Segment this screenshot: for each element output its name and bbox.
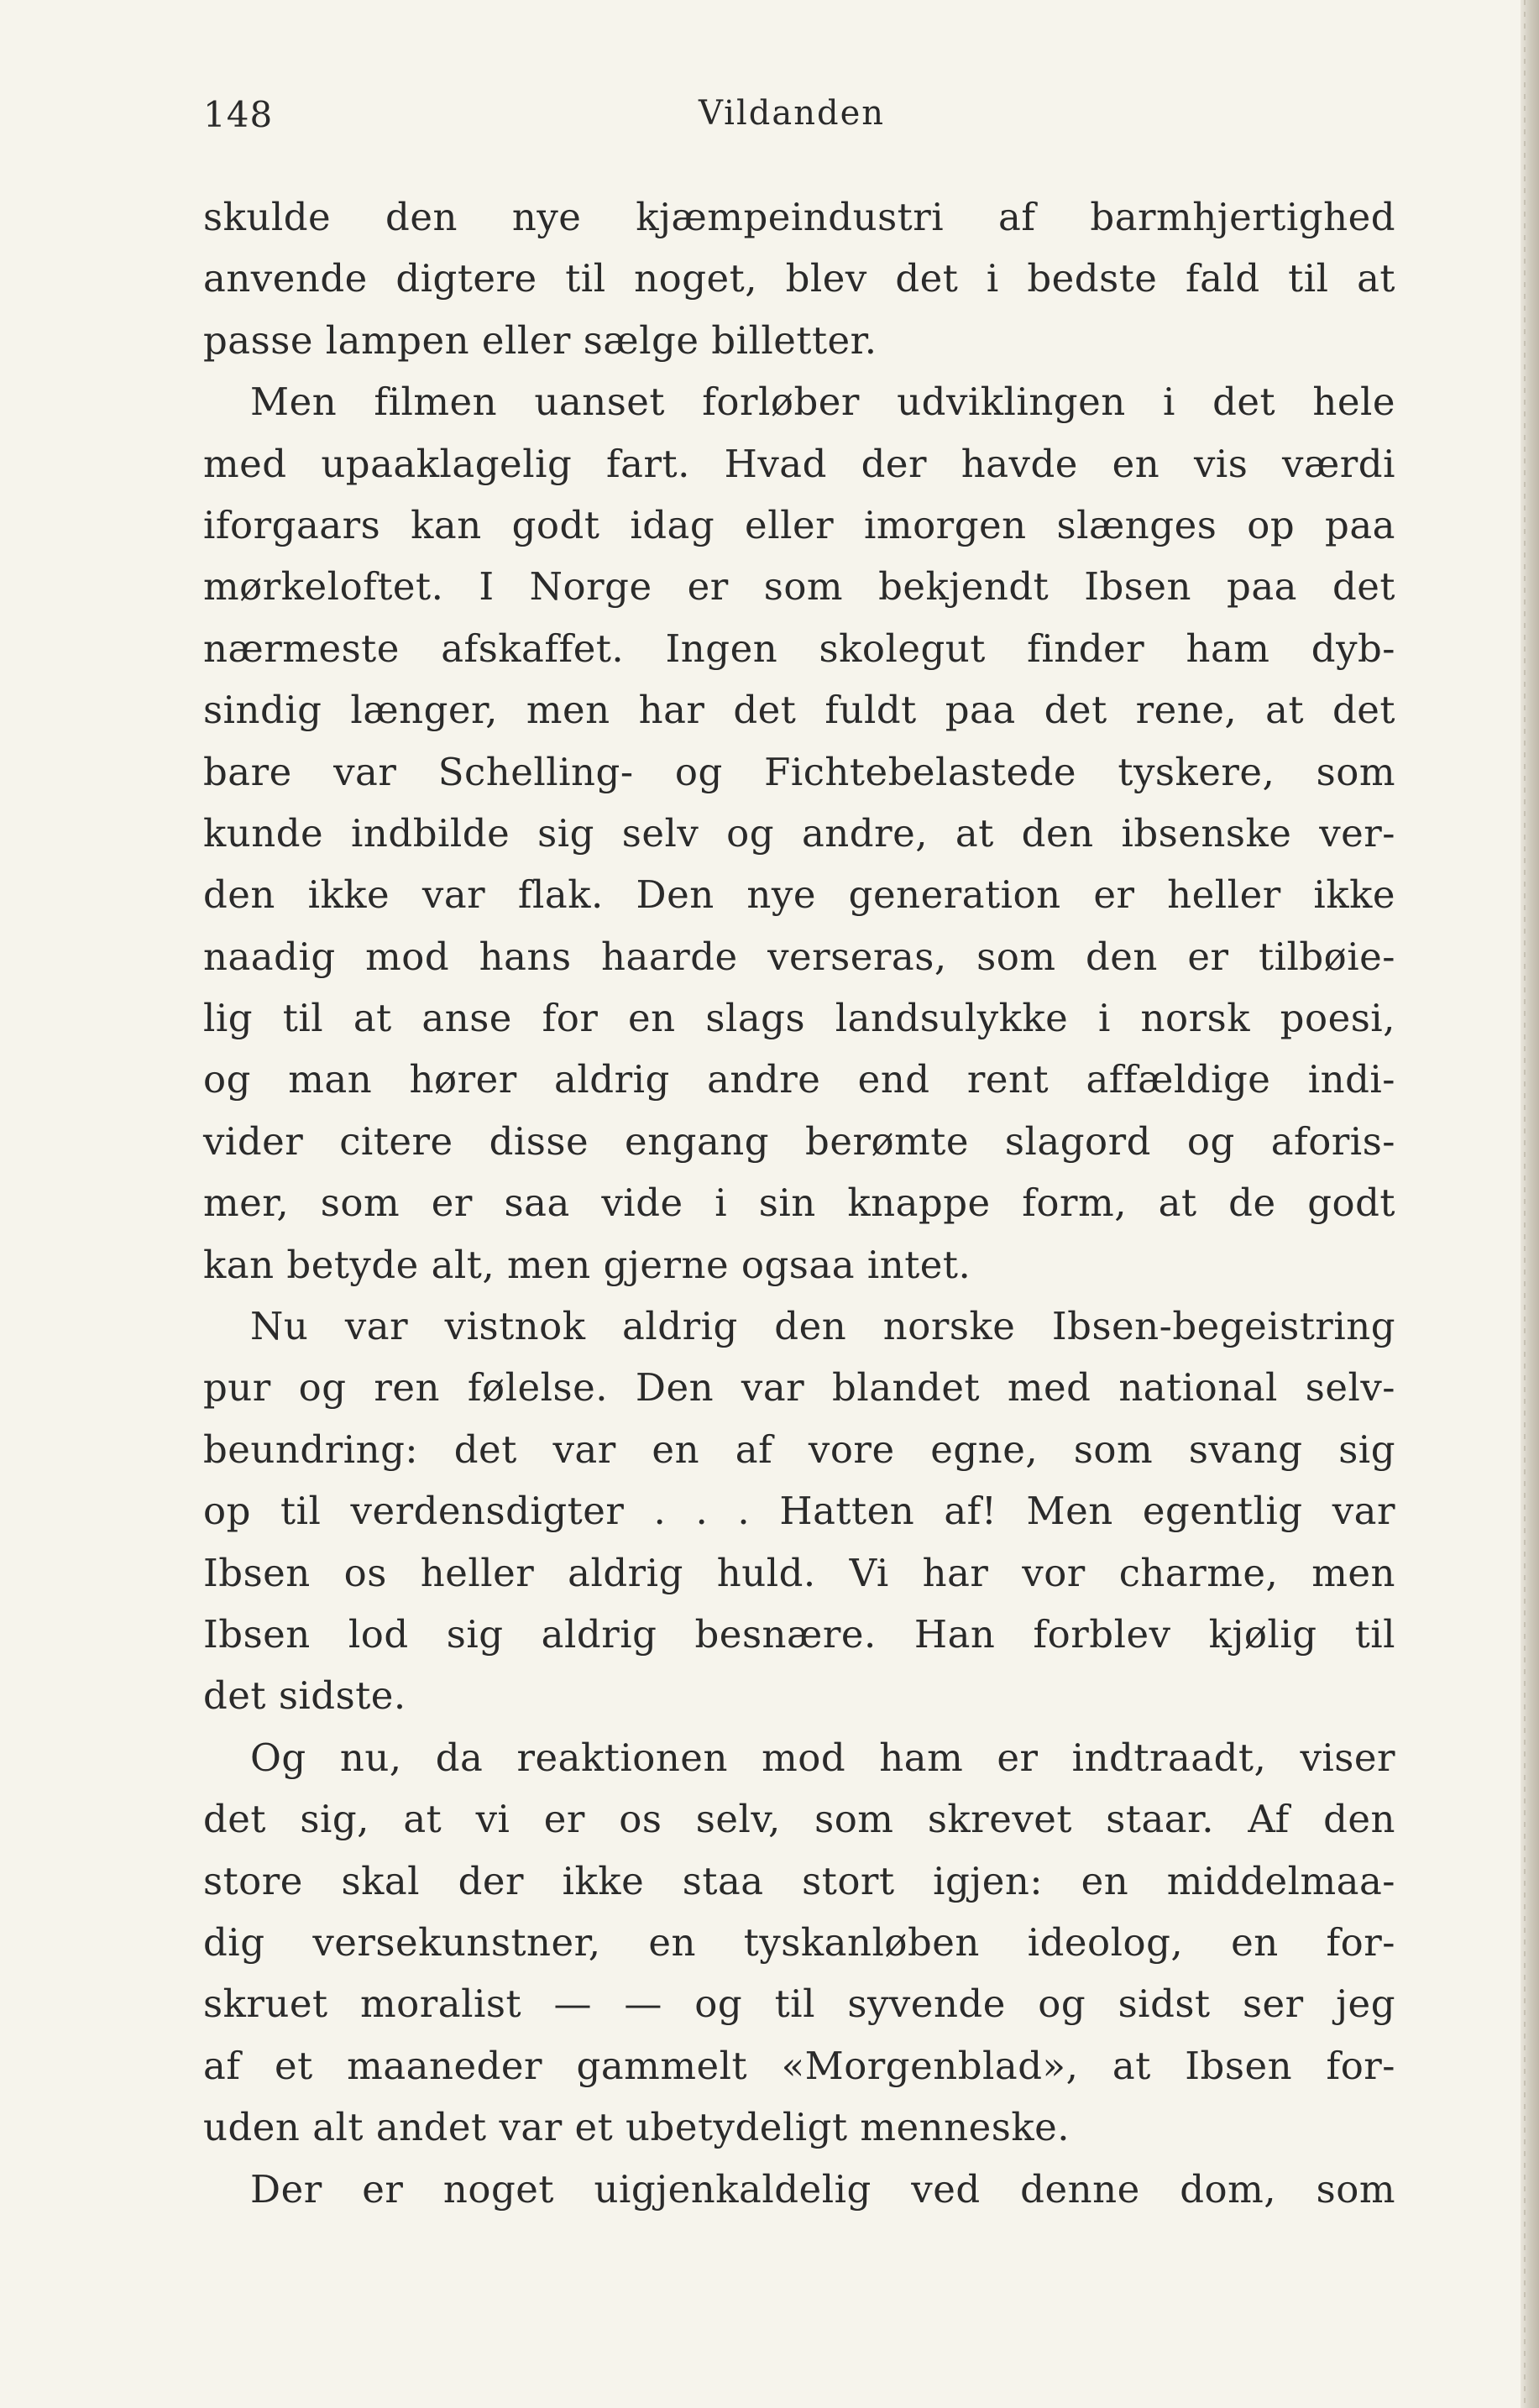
- text-line: dig versekunstner, en tyskanløben ideolog, en for-: [203, 1919, 1395, 1965]
- text-line: med upaaklagelig fart. Hvad der havde en vis værdi: [203, 441, 1395, 486]
- text-line: uden alt andet var et ubetydeligt menneske.: [203, 2105, 1070, 2150]
- page-header: [203, 94, 1395, 144]
- text-line: bare var Schelling- og Fichtebelastede tyskere, som: [203, 749, 1395, 794]
- text-line: Ibsen os heller aldrig huld. Vi har vor charme, men: [203, 1550, 1395, 1595]
- text-line: skruet moralist — — og til syvende og sidst ser jeg: [203, 1981, 1395, 2027]
- page-number: 148: [203, 94, 274, 135]
- text-line: anvende digtere til noget, blev det i bedste fald til at: [203, 256, 1395, 301]
- text-line: Og nu, da reaktionen mod ham er indtraadt, viser: [250, 1735, 1395, 1780]
- text-line: passe lampen eller sælge billetter.: [203, 317, 877, 363]
- text-line: skulde den nye kjæmpeindustri af barmhjertighed: [203, 195, 1395, 239]
- body-text: [203, 186, 1395, 2220]
- text-line: det sig, at vi er os selv, som skrevet staar. Af den: [203, 1797, 1395, 1842]
- text-line: op til verdensdigter . . . Hatten af! Men egentlig var: [203, 1489, 1395, 1534]
- text-line: Men filmen uanset forløber udviklingen i det hele: [250, 380, 1395, 425]
- text-line: Nu var vistnok aldrig den norske Ibsen-begeistring: [250, 1304, 1395, 1349]
- text-line: det sidste.: [203, 1673, 406, 1719]
- text-line: den ikke var flak. Den nye generation er heller ikke: [203, 872, 1395, 918]
- text-line: Ibsen lod sig aldrig besnære. Han forblev kjølig til: [203, 1611, 1395, 1657]
- text-line: vider citere disse engang berømte slagord og aforis-: [203, 1118, 1395, 1164]
- text-line: kunde indbilde sig selv og andre, at den ibsenske ver-: [203, 810, 1395, 856]
- text-line: Der er noget uigjenkaldelig ved denne dom, som: [250, 2166, 1395, 2212]
- text-line: sindig længer, men har det fuldt paa det rene, at det: [203, 688, 1395, 733]
- text-line: beundring: det var en af vore egne, som svang sig: [203, 1426, 1395, 1472]
- running-title: Vildanden: [699, 94, 886, 133]
- text-line: mørkeloftet. I Norge er som bekjendt Ibsen paa det: [203, 564, 1395, 610]
- text-line: mer, som er saa vide i sin knappe form, at de godt: [203, 1180, 1395, 1226]
- text-line: kan betyde alt, men gjerne ogsaa intet.: [203, 1242, 971, 1287]
- page-edge: [1521, 0, 1539, 2408]
- text-line: lig til at anse for en slags landsulykke i norsk poesi,: [203, 996, 1395, 1041]
- text-line: iforgaars kan godt idag eller imorgen slænges op paa: [203, 502, 1395, 547]
- text-line: naadig mod hans haarde verseras, som den er tilbøie-: [203, 934, 1395, 979]
- text-line: store skal der ikke staa stort igjen: en middelmaa-: [203, 1858, 1395, 1903]
- text-line: pur og ren følelse. Den var blandet med national selv-: [203, 1365, 1395, 1411]
- text-line: af et maaneder gammelt «Morgenblad», at Ibsen for-: [203, 2043, 1395, 2088]
- text-line: nærmeste afskaffet. Ingen skolegut finder ham dyb-: [203, 626, 1395, 671]
- text-line: og man hører aldrig andre end rent affældige indi-: [203, 1057, 1395, 1102]
